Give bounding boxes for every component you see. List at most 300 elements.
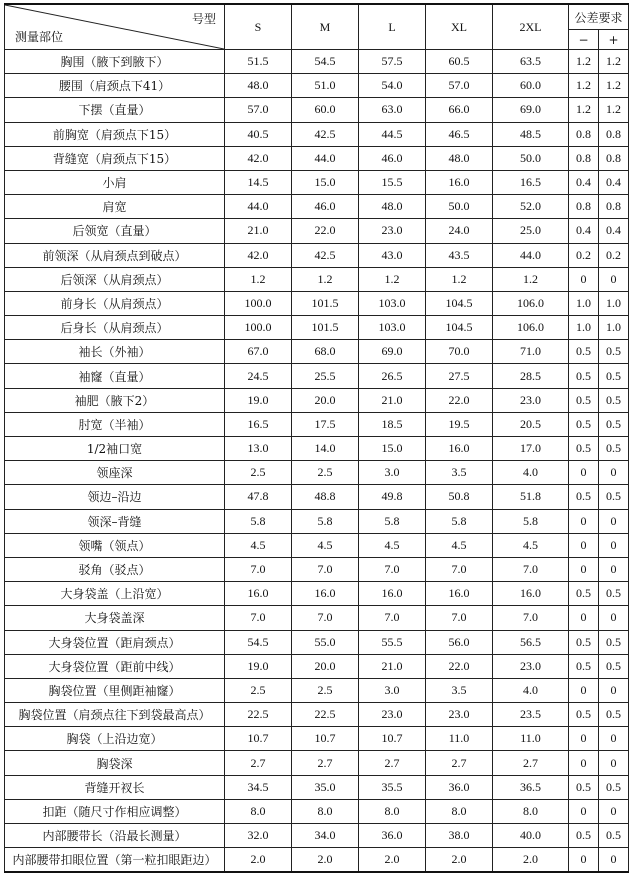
table-row: [5, 509, 629, 533]
size-m-value: 46.0: [292, 195, 359, 219]
measurement-name-cell: 大身袋盖深: [5, 606, 225, 630]
tolerance-plus-value: 0: [599, 678, 629, 702]
size-2xl-value: 4.0: [493, 461, 569, 485]
size-m-value: 68.0: [292, 340, 359, 364]
size-m-value: 20.0: [292, 388, 359, 412]
size-l-value: 10.7: [359, 727, 426, 751]
size-l-value: 7.0: [359, 557, 426, 581]
size-m-value: 4.5: [292, 533, 359, 557]
size-s-value: 67.0: [225, 340, 292, 364]
size-header-s: S: [225, 4, 292, 50]
size-s-value: 57.0: [225, 98, 292, 122]
table-row: [5, 582, 629, 606]
size-l-value: 2.0: [359, 848, 426, 873]
measurement-name-cell: 1/2袖口宽: [5, 437, 225, 461]
size-m-value: 101.5: [292, 316, 359, 340]
tolerance-plus-value: 0.5: [599, 340, 629, 364]
tolerance-plus-value: 1.2: [599, 74, 629, 98]
table-row: [5, 388, 629, 412]
tolerance-plus-value: 0: [599, 509, 629, 533]
size-m-value: 48.8: [292, 485, 359, 509]
size-xl-value: 16.0: [426, 582, 493, 606]
tolerance-plus-header: +: [599, 30, 629, 50]
size-s-value: 100.0: [225, 291, 292, 315]
size-m-value: 35.0: [292, 775, 359, 799]
measurement-name-cell: 后领宽（直量）: [5, 219, 225, 243]
tolerance-minus-value: 0.5: [569, 437, 599, 461]
measurement-name-cell: 胸袋（上沿边宽）: [5, 727, 225, 751]
measurement-name-cell: 胸围（腋下到腋下）: [5, 50, 225, 74]
tolerance-plus-value: 0.5: [599, 775, 629, 799]
table-row: [5, 751, 629, 775]
corner-size-label: 号型: [191, 12, 216, 26]
tolerance-header: 公差要求: [569, 4, 629, 30]
size-2xl-value: 69.0: [493, 98, 569, 122]
size-xl-value: 24.0: [426, 219, 493, 243]
size-s-value: 2.5: [225, 678, 292, 702]
table-row: [5, 654, 629, 678]
table-row: [5, 316, 629, 340]
table-row: [5, 74, 629, 98]
size-s-value: 34.5: [225, 775, 292, 799]
size-s-value: 16.5: [225, 412, 292, 436]
tolerance-plus-value: 0: [599, 606, 629, 630]
size-2xl-value: 16.0: [493, 582, 569, 606]
size-xl-value: 104.5: [426, 316, 493, 340]
tolerance-minus-value: 0.5: [569, 630, 599, 654]
table-row: [5, 606, 629, 630]
table-row: [5, 170, 629, 194]
tolerance-plus-value: 0: [599, 557, 629, 581]
size-l-value: 54.0: [359, 74, 426, 98]
measurement-name-cell: 袖窿（直量）: [5, 364, 225, 388]
size-2xl-value: 23.0: [493, 388, 569, 412]
size-2xl-value: 51.8: [493, 485, 569, 509]
size-l-value: 21.0: [359, 388, 426, 412]
table-row: [5, 98, 629, 122]
measurement-name-cell: 腰围（肩颈点下41）: [5, 74, 225, 98]
size-2xl-value: 44.0: [493, 243, 569, 267]
size-xl-value: 2.7: [426, 751, 493, 775]
table-row: [5, 412, 629, 436]
size-xl-value: 50.0: [426, 195, 493, 219]
size-l-value: 103.0: [359, 316, 426, 340]
tolerance-minus-value: 1.2: [569, 74, 599, 98]
tolerance-minus-value: 0: [569, 751, 599, 775]
size-l-value: 49.8: [359, 485, 426, 509]
tolerance-plus-value: 0.5: [599, 824, 629, 848]
size-xl-value: 56.0: [426, 630, 493, 654]
tolerance-plus-value: 0.2: [599, 243, 629, 267]
size-s-value: 14.5: [225, 170, 292, 194]
tolerance-minus-value: 0.4: [569, 219, 599, 243]
measurement-name-cell: 背缝宽（肩颈点下15）: [5, 146, 225, 170]
size-l-value: 2.7: [359, 751, 426, 775]
tolerance-minus-value: 0.5: [569, 412, 599, 436]
size-2xl-value: 5.8: [493, 509, 569, 533]
size-l-value: 35.5: [359, 775, 426, 799]
size-l-value: 55.5: [359, 630, 426, 654]
size-xl-value: 22.0: [426, 654, 493, 678]
measurement-name-cell: 背缝开衩长: [5, 775, 225, 799]
size-xl-value: 3.5: [426, 461, 493, 485]
size-s-value: 2.7: [225, 751, 292, 775]
tolerance-minus-value: 0.5: [569, 388, 599, 412]
tolerance-plus-value: 0.4: [599, 219, 629, 243]
size-xl-value: 48.0: [426, 146, 493, 170]
size-s-value: 19.0: [225, 388, 292, 412]
tolerance-plus-value: 0.8: [599, 146, 629, 170]
tolerance-minus-value: 0.5: [569, 340, 599, 364]
measurement-name-cell: 大身袋位置（距前中线）: [5, 654, 225, 678]
size-m-value: 16.0: [292, 582, 359, 606]
measurement-name-cell: 内部腰带扣眼位置（第一粒扣眼距边）: [5, 848, 225, 873]
tolerance-minus-value: 0: [569, 267, 599, 291]
size-s-value: 54.5: [225, 630, 292, 654]
size-xl-value: 36.0: [426, 775, 493, 799]
tolerance-plus-value: 0.4: [599, 170, 629, 194]
tolerance-plus-value: 0: [599, 799, 629, 823]
measurement-name-cell: 领嘴（领点）: [5, 533, 225, 557]
size-2xl-value: 56.5: [493, 630, 569, 654]
size-m-value: 10.7: [292, 727, 359, 751]
size-l-value: 43.0: [359, 243, 426, 267]
size-l-value: 23.0: [359, 703, 426, 727]
size-2xl-value: 8.0: [493, 799, 569, 823]
size-s-value: 51.5: [225, 50, 292, 74]
tolerance-minus-value: 0: [569, 533, 599, 557]
measurement-name-cell: 领座深: [5, 461, 225, 485]
table-body: [5, 50, 629, 873]
size-s-value: 13.0: [225, 437, 292, 461]
table-row: [5, 195, 629, 219]
size-l-value: 48.0: [359, 195, 426, 219]
table-row: [5, 799, 629, 823]
tolerance-minus-value: 1.0: [569, 316, 599, 340]
tolerance-plus-value: 0.5: [599, 437, 629, 461]
tolerance-minus-value: 0.5: [569, 582, 599, 606]
size-2xl-value: 17.0: [493, 437, 569, 461]
tolerance-plus-value: 0.5: [599, 485, 629, 509]
size-xl-value: 7.0: [426, 606, 493, 630]
tolerance-plus-value: 0.5: [599, 630, 629, 654]
table-row: [5, 219, 629, 243]
table-row: [5, 630, 629, 654]
size-l-value: 3.0: [359, 461, 426, 485]
table-row: [5, 703, 629, 727]
tolerance-plus-value: 0.8: [599, 195, 629, 219]
tolerance-plus-value: 1.2: [599, 50, 629, 74]
size-s-value: 2.0: [225, 848, 292, 873]
size-m-value: 5.8: [292, 509, 359, 533]
size-l-value: 7.0: [359, 606, 426, 630]
size-s-value: 48.0: [225, 74, 292, 98]
measurement-name-cell: 前胸宽（肩颈点下15）: [5, 122, 225, 146]
measurement-name-cell: 大身袋盖（上沿宽）: [5, 582, 225, 606]
size-l-value: 8.0: [359, 799, 426, 823]
size-l-value: 26.5: [359, 364, 426, 388]
measurement-name-cell: 领深–背缝: [5, 509, 225, 533]
size-xl-value: 22.0: [426, 388, 493, 412]
tolerance-plus-value: 0: [599, 267, 629, 291]
tolerance-minus-value: 0: [569, 678, 599, 702]
tolerance-plus-value: 0.8: [599, 122, 629, 146]
size-m-value: 2.7: [292, 751, 359, 775]
measurement-name-cell: 扣距（随尺寸作相应调整）: [5, 799, 225, 823]
size-xl-value: 11.0: [426, 727, 493, 751]
size-2xl-value: 63.5: [493, 50, 569, 74]
size-xl-value: 23.0: [426, 703, 493, 727]
tolerance-minus-value: 0: [569, 799, 599, 823]
table-row: [5, 848, 629, 873]
measurement-name-cell: 后领深（从肩颈点）: [5, 267, 225, 291]
size-xl-value: 16.0: [426, 170, 493, 194]
size-s-value: 100.0: [225, 316, 292, 340]
table-row: [5, 437, 629, 461]
tolerance-plus-value: 0: [599, 533, 629, 557]
table-row: [5, 533, 629, 557]
tolerance-minus-value: 0.5: [569, 775, 599, 799]
corner-header-cell: [5, 4, 225, 50]
tolerance-plus-value: 0.5: [599, 582, 629, 606]
tolerance-minus-header: −: [569, 30, 599, 50]
size-l-value: 5.8: [359, 509, 426, 533]
size-s-value: 1.2: [225, 267, 292, 291]
tolerance-minus-value: 0.5: [569, 364, 599, 388]
measurement-name-cell: 前领深（从肩颈点到破点）: [5, 243, 225, 267]
size-m-value: 51.0: [292, 74, 359, 98]
size-l-value: 3.0: [359, 678, 426, 702]
size-2xl-value: 2.7: [493, 751, 569, 775]
size-2xl-value: 4.5: [493, 533, 569, 557]
size-2xl-value: 23.0: [493, 654, 569, 678]
table-row: [5, 122, 629, 146]
size-m-value: 101.5: [292, 291, 359, 315]
size-header-2xl: 2XL: [493, 4, 569, 50]
size-xl-value: 60.5: [426, 50, 493, 74]
size-s-value: 8.0: [225, 799, 292, 823]
size-2xl-value: 1.2: [493, 267, 569, 291]
table-row: [5, 461, 629, 485]
tolerance-minus-value: 0: [569, 848, 599, 873]
size-m-value: 8.0: [292, 799, 359, 823]
size-s-value: 5.8: [225, 509, 292, 533]
table-row: [5, 824, 629, 848]
measurement-name-cell: 内部腰带长（沿最长测量）: [5, 824, 225, 848]
size-l-value: 21.0: [359, 654, 426, 678]
measurement-name-cell: 大身袋位置（距肩颈点）: [5, 630, 225, 654]
size-xl-value: 38.0: [426, 824, 493, 848]
tolerance-minus-value: 1.2: [569, 50, 599, 74]
size-2xl-value: 7.0: [493, 606, 569, 630]
size-2xl-value: 48.5: [493, 122, 569, 146]
table-row: [5, 50, 629, 74]
size-l-value: 15.5: [359, 170, 426, 194]
size-xl-value: 57.0: [426, 74, 493, 98]
size-l-value: 23.0: [359, 219, 426, 243]
tolerance-minus-value: 1.2: [569, 98, 599, 122]
tolerance-plus-value: 1.0: [599, 316, 629, 340]
size-2xl-value: 2.0: [493, 848, 569, 873]
size-xl-value: 27.5: [426, 364, 493, 388]
tolerance-minus-value: 0.5: [569, 824, 599, 848]
table-row: [5, 727, 629, 751]
size-xl-value: 3.5: [426, 678, 493, 702]
size-m-value: 22.5: [292, 703, 359, 727]
size-2xl-value: 28.5: [493, 364, 569, 388]
size-2xl-value: 106.0: [493, 291, 569, 315]
tolerance-minus-value: 0: [569, 727, 599, 751]
size-2xl-value: 16.5: [493, 170, 569, 194]
size-s-value: 10.7: [225, 727, 292, 751]
tolerance-plus-value: 0.5: [599, 388, 629, 412]
tolerance-minus-value: 0.5: [569, 485, 599, 509]
measurement-name-cell: 驳角（驳点）: [5, 557, 225, 581]
size-s-value: 16.0: [225, 582, 292, 606]
size-s-value: 24.5: [225, 364, 292, 388]
size-m-value: 55.0: [292, 630, 359, 654]
size-l-value: 1.2: [359, 267, 426, 291]
size-m-value: 25.5: [292, 364, 359, 388]
size-xl-value: 5.8: [426, 509, 493, 533]
size-s-value: 7.0: [225, 606, 292, 630]
table-header: [5, 4, 629, 50]
size-m-value: 15.0: [292, 170, 359, 194]
size-2xl-value: 25.0: [493, 219, 569, 243]
size-m-value: 17.5: [292, 412, 359, 436]
measurement-name-cell: 胸袋位置（里侧距袖窿）: [5, 678, 225, 702]
tolerance-minus-value: 0: [569, 509, 599, 533]
size-2xl-value: 11.0: [493, 727, 569, 751]
tolerance-plus-value: 0: [599, 727, 629, 751]
table-row: [5, 775, 629, 799]
size-m-value: 60.0: [292, 98, 359, 122]
tolerance-plus-value: 1.0: [599, 291, 629, 315]
size-l-value: 103.0: [359, 291, 426, 315]
size-m-value: 14.0: [292, 437, 359, 461]
size-xl-value: 2.0: [426, 848, 493, 873]
table-row: [5, 243, 629, 267]
size-xl-value: 46.5: [426, 122, 493, 146]
size-xl-value: 8.0: [426, 799, 493, 823]
size-xl-value: 19.5: [426, 412, 493, 436]
size-s-value: 2.5: [225, 461, 292, 485]
tolerance-plus-value: 0: [599, 848, 629, 873]
size-header-xl: XL: [426, 4, 493, 50]
table-row: [5, 146, 629, 170]
size-m-value: 1.2: [292, 267, 359, 291]
size-2xl-value: 23.5: [493, 703, 569, 727]
tolerance-plus-value: 0.5: [599, 703, 629, 727]
table-row: [5, 678, 629, 702]
size-l-value: 46.0: [359, 146, 426, 170]
size-l-value: 16.0: [359, 582, 426, 606]
size-l-value: 69.0: [359, 340, 426, 364]
tolerance-plus-value: 0: [599, 461, 629, 485]
size-l-value: 57.5: [359, 50, 426, 74]
size-header-l: L: [359, 4, 426, 50]
size-m-value: 54.5: [292, 50, 359, 74]
size-s-value: 44.0: [225, 195, 292, 219]
measurement-name-cell: 肘宽（半袖）: [5, 412, 225, 436]
tolerance-minus-value: 0.5: [569, 654, 599, 678]
size-l-value: 15.0: [359, 437, 426, 461]
tolerance-minus-value: 0.2: [569, 243, 599, 267]
size-s-value: 42.0: [225, 243, 292, 267]
table-row: [5, 557, 629, 581]
size-m-value: 42.5: [292, 122, 359, 146]
size-spec-table: [4, 3, 629, 873]
size-l-value: 4.5: [359, 533, 426, 557]
measurement-name-cell: 下摆（直量）: [5, 98, 225, 122]
tolerance-plus-value: 0.5: [599, 364, 629, 388]
size-m-value: 2.5: [292, 461, 359, 485]
size-2xl-value: 7.0: [493, 557, 569, 581]
size-xl-value: 66.0: [426, 98, 493, 122]
size-s-value: 4.5: [225, 533, 292, 557]
size-s-value: 40.5: [225, 122, 292, 146]
size-m-value: 7.0: [292, 557, 359, 581]
table-row: [5, 291, 629, 315]
tolerance-minus-value: 0: [569, 606, 599, 630]
tolerance-minus-value: 0: [569, 461, 599, 485]
measurement-name-cell: 胸袋位置（肩颈点往下到袋最高点）: [5, 703, 225, 727]
size-xl-value: 50.8: [426, 485, 493, 509]
size-l-value: 63.0: [359, 98, 426, 122]
size-xl-value: 16.0: [426, 437, 493, 461]
size-m-value: 7.0: [292, 606, 359, 630]
size-m-value: 42.5: [292, 243, 359, 267]
size-xl-value: 70.0: [426, 340, 493, 364]
measurement-name-cell: 袖肥（腋下2）: [5, 388, 225, 412]
size-2xl-value: 50.0: [493, 146, 569, 170]
size-2xl-value: 4.0: [493, 678, 569, 702]
size-s-value: 19.0: [225, 654, 292, 678]
measurement-name-cell: 肩宽: [5, 195, 225, 219]
measurement-name-cell: 领边–沿边: [5, 485, 225, 509]
size-s-value: 47.8: [225, 485, 292, 509]
size-2xl-value: 52.0: [493, 195, 569, 219]
size-l-value: 44.5: [359, 122, 426, 146]
size-2xl-value: 60.0: [493, 74, 569, 98]
tolerance-minus-value: 0: [569, 557, 599, 581]
size-s-value: 7.0: [225, 557, 292, 581]
tolerance-plus-value: 1.2: [599, 98, 629, 122]
measurement-name-cell: 小肩: [5, 170, 225, 194]
size-m-value: 2.5: [292, 678, 359, 702]
size-m-value: 22.0: [292, 219, 359, 243]
size-s-value: 22.5: [225, 703, 292, 727]
size-xl-value: 104.5: [426, 291, 493, 315]
measurement-name-cell: 胸袋深: [5, 751, 225, 775]
size-s-value: 32.0: [225, 824, 292, 848]
table-row: [5, 364, 629, 388]
size-xl-value: 4.5: [426, 533, 493, 557]
tolerance-minus-value: 0.8: [569, 146, 599, 170]
size-m-value: 34.0: [292, 824, 359, 848]
size-m-value: 44.0: [292, 146, 359, 170]
tolerance-plus-value: 0.5: [599, 412, 629, 436]
size-l-value: 36.0: [359, 824, 426, 848]
size-s-value: 21.0: [225, 219, 292, 243]
size-2xl-value: 71.0: [493, 340, 569, 364]
corner-part-label: 测量部位: [15, 30, 64, 44]
tolerance-minus-value: 1.0: [569, 291, 599, 315]
tolerance-minus-value: 0.8: [569, 195, 599, 219]
spec-table-wrapper: [4, 3, 629, 873]
size-m-value: 2.0: [292, 848, 359, 873]
size-2xl-value: 20.5: [493, 412, 569, 436]
